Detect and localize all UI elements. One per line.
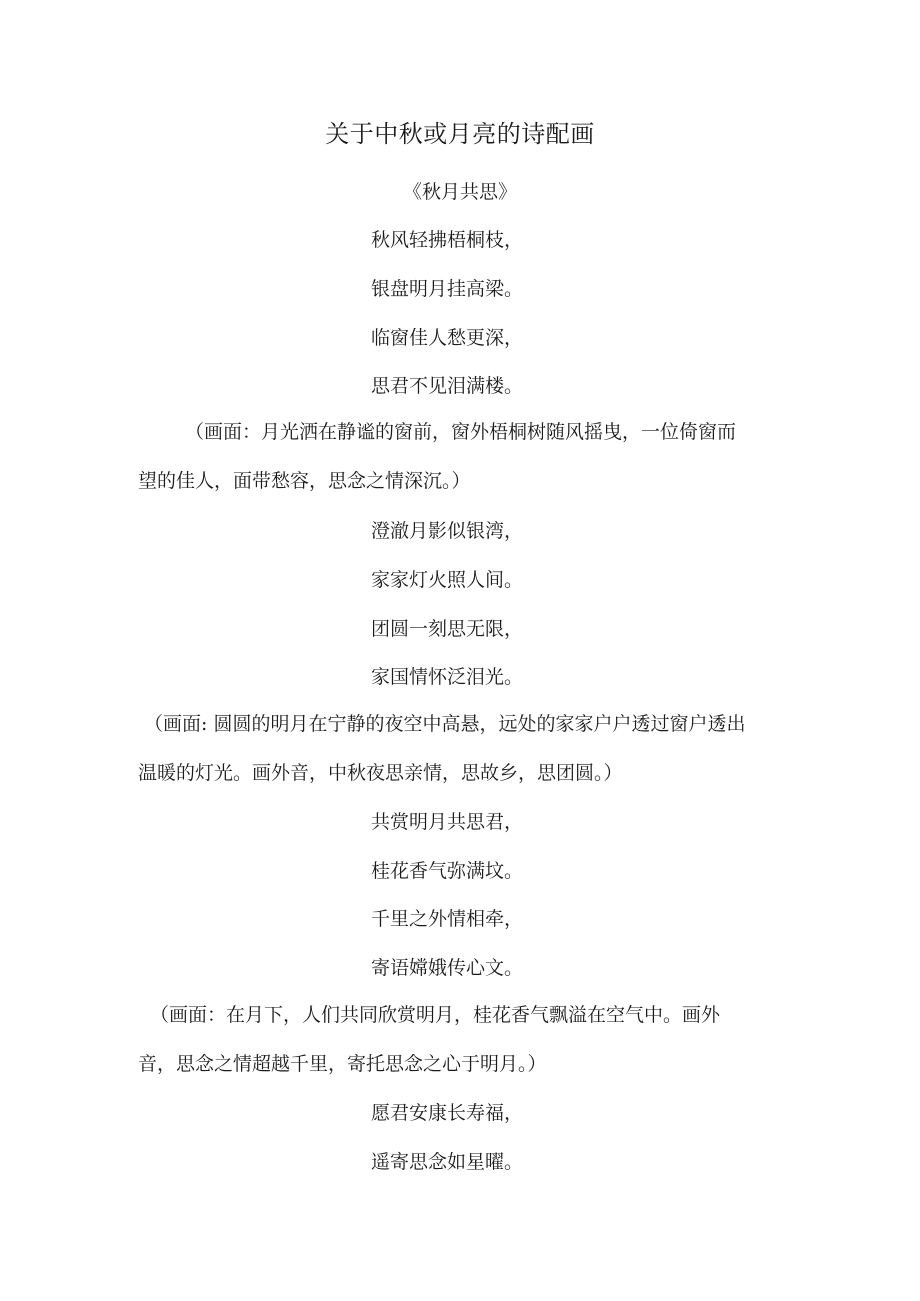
poem-line: 千里之外情相牵， [371, 908, 524, 930]
scene-description-continued [138, 749, 788, 798]
scene-line: （画面: 圆圆的明月在宁静的夜空中高悬，远处的家家户户透过窗户透出 [144, 713, 746, 735]
scene-description [144, 700, 794, 749]
scene-line: （画面：在月下，人们共同欣赏明月，桂花香气飘溢在空气中。画外 [150, 1004, 721, 1026]
poem-line: 家国情怀泛泪光。 [371, 666, 524, 688]
scene-description [150, 991, 800, 1040]
poem-line: 银盘明月挂高梁。 [371, 278, 524, 300]
scene-description-continued [138, 457, 788, 506]
document-title: 关于中秋或月亮的诗配画 [325, 120, 595, 148]
poem-line: 遥寄思念如星曜。 [371, 1151, 524, 1173]
poem-title: 《秋月共思》 [402, 181, 517, 203]
scene-description [185, 408, 835, 457]
poem-line: 澄澈月影似银湾， [371, 520, 524, 542]
poem-line: 思君不见泪满楼。 [371, 375, 524, 397]
scene-line: 温暖的灯光。画外音，中秋夜思亲情，思故乡，思团圆。） [138, 762, 623, 784]
poem-line: 桂花香气弥满坟。 [371, 860, 524, 882]
poem-line: 家家灯火照人间。 [371, 569, 524, 591]
poem-line: 共赏明月共思君， [371, 811, 524, 833]
poem-line: 寄语嫦娥传心文。 [371, 957, 524, 979]
poem-line: 愿君安康长寿福， [371, 1102, 524, 1124]
poem-line: 团圆一刻思无限， [371, 618, 524, 640]
scene-description-continued [138, 1040, 788, 1089]
poem-line: 秋风轻拂梧桐枝， [371, 229, 524, 251]
scene-line: （画面：月光洒在静谧的窗前，窗外梧桐树随风摇曳，一位倚窗而 [185, 421, 737, 443]
poem-line: 临窗佳人愁更深， [371, 327, 524, 349]
scene-line: 音，思念之情超越千里，寄托思念之心于明月。） [138, 1053, 547, 1075]
scene-line: 望的佳人，面带愁容，思念之情深沉。） [138, 470, 471, 492]
